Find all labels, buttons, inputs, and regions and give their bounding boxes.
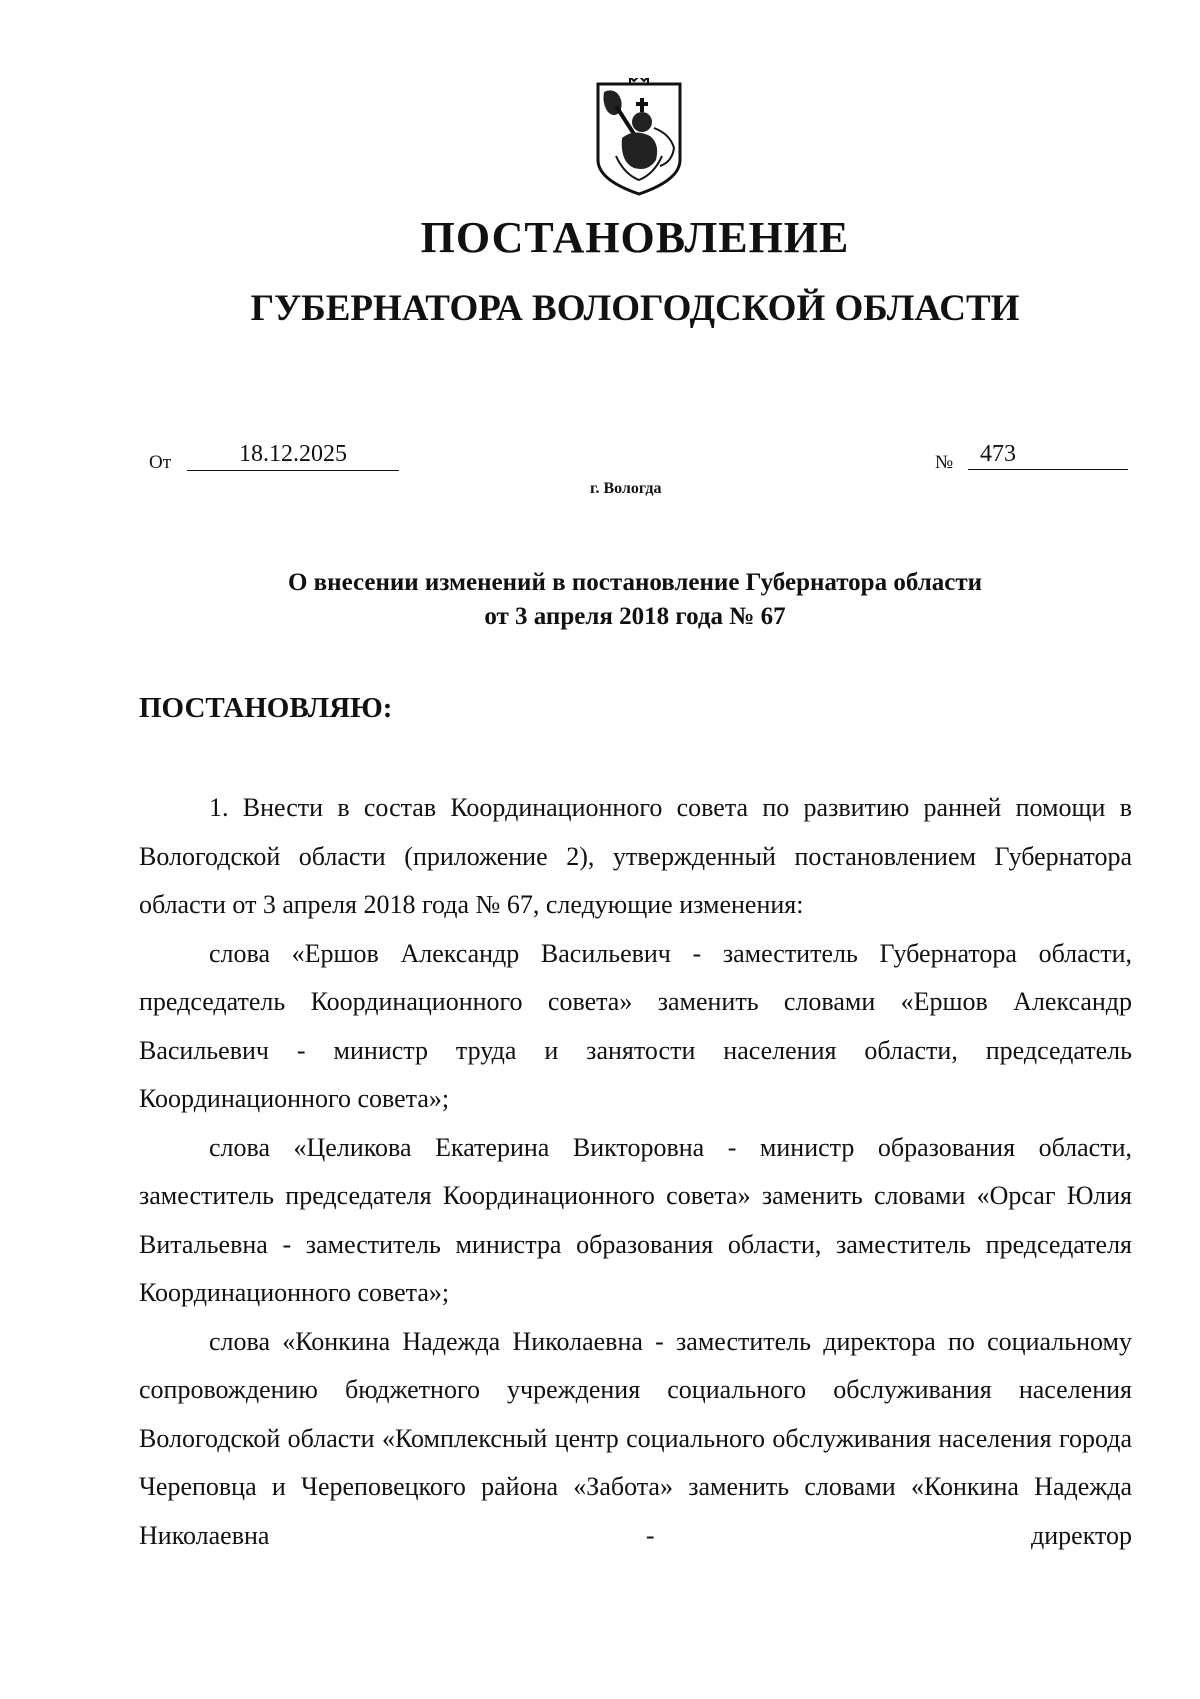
- document-body: [139, 784, 1132, 1560]
- subject-line-2: от 3 апреля 2018 года № 67: [484, 603, 786, 630]
- body-paragraph: слова «Целикова Екатерина Викторовна - министр образования области, заместитель председателя Координационного совета» заменить словами «Орсаг Юлия Витальевна - заместитель министра образования области, заместитель председателя Координационного совета»;: [139, 1132, 1132, 1307]
- number-prefix: №: [935, 452, 954, 473]
- date-prefix: От: [149, 452, 172, 473]
- document-number: 473: [968, 440, 1128, 470]
- body-paragraph: 1. Внести в состав Координационного совета по развитию ранней помощи в Вологодской области (приложение 2), утвержденный постановлением Губернатора области от 3 апреля 2018 года № 67, следующие изменения:: [139, 793, 1132, 919]
- subject-line-1: О внесении изменений в постановление Губернатора области: [287, 569, 983, 596]
- coat-of-arms-emblem: [594, 78, 684, 198]
- document-subject: [0, 566, 1200, 634]
- vologda-coat-of-arms-icon: [594, 78, 684, 198]
- decree-heading: ПОСТАНОВЛЯЮ:: [139, 692, 393, 724]
- document-title: ПОСТАНОВЛЕНИЕ: [420, 213, 850, 262]
- city-name: г. Вологда: [590, 480, 662, 497]
- body-paragraph: слова «Конкина Надежда Николаевна - заместитель директора по социальному сопровождению бюджетного учреждения социального обслуживания населения Вологодской области «Комплексный центр социального обслуживания населения города Череповца и Череповецкого района «Забота» заменить словами «Конкина Надежда Николаевна - директор: [139, 1326, 1132, 1550]
- body-paragraph: слова «Ершов Александр Васильевич - заместитель Губернатора области, председатель Координационного совета» заменить словами «Ершов Александр Васильевич - министр труда и занятости населения области, председатель Координационного совета»;: [139, 938, 1132, 1113]
- document-date: 18.12.2025: [187, 440, 399, 471]
- document-subtitle: ГУБЕРНАТОРА ВОЛОГОДСКОЙ ОБЛАСТИ: [250, 288, 1020, 329]
